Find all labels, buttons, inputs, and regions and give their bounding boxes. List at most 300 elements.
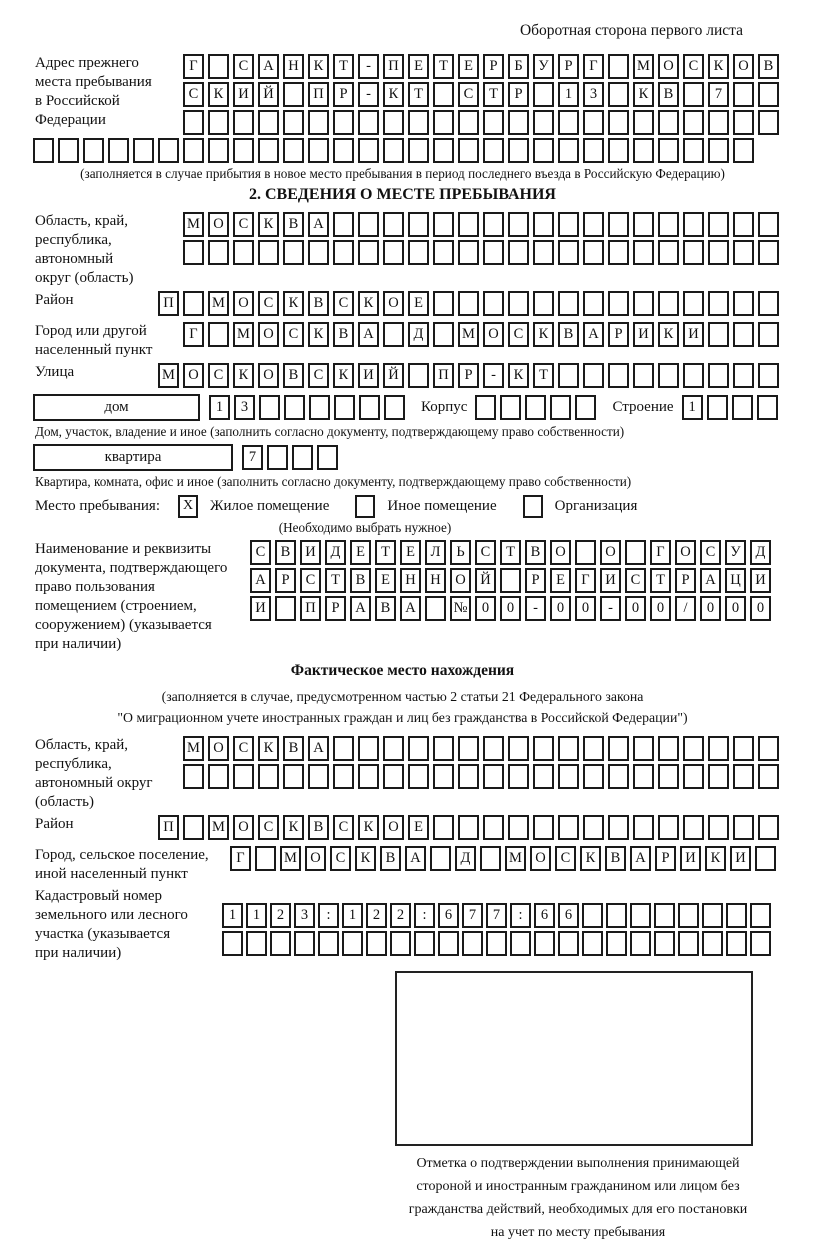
char-box[interactable]: [758, 363, 779, 388]
char-box[interactable]: [707, 395, 728, 420]
char-box[interactable]: [246, 931, 267, 956]
char-box[interactable]: Н: [283, 54, 304, 79]
char-box[interactable]: [583, 138, 604, 163]
char-box[interactable]: Й: [258, 82, 279, 107]
char-box[interactable]: Т: [433, 54, 454, 79]
char-box[interactable]: [608, 212, 629, 237]
char-box[interactable]: [678, 931, 699, 956]
char-box[interactable]: О: [383, 291, 404, 316]
char-box[interactable]: Е: [408, 291, 429, 316]
char-box[interactable]: [733, 138, 754, 163]
char-box[interactable]: №: [450, 596, 471, 621]
char-box[interactable]: [633, 736, 654, 761]
char-box[interactable]: К: [283, 815, 304, 840]
char-box[interactable]: О: [258, 322, 279, 347]
residential-checkbox[interactable]: X: [178, 495, 198, 518]
char-box[interactable]: [683, 138, 704, 163]
char-box[interactable]: [222, 931, 243, 956]
char-box[interactable]: [533, 736, 554, 761]
char-box[interactable]: [708, 212, 729, 237]
char-box[interactable]: Н: [425, 568, 446, 593]
char-box[interactable]: И: [358, 363, 379, 388]
char-box[interactable]: 3: [234, 395, 255, 420]
char-box[interactable]: [633, 240, 654, 265]
char-box[interactable]: Р: [458, 363, 479, 388]
char-box[interactable]: 0: [475, 596, 496, 621]
char-box[interactable]: [208, 110, 229, 135]
char-box[interactable]: [183, 764, 204, 789]
char-box[interactable]: [708, 240, 729, 265]
char-box[interactable]: О: [258, 363, 279, 388]
char-box[interactable]: [408, 212, 429, 237]
char-box[interactable]: 1: [209, 395, 230, 420]
char-box[interactable]: М: [208, 815, 229, 840]
char-box[interactable]: И: [730, 846, 751, 871]
char-box[interactable]: 0: [625, 596, 646, 621]
char-box[interactable]: С: [308, 363, 329, 388]
char-box[interactable]: [533, 138, 554, 163]
char-box[interactable]: [283, 110, 304, 135]
char-box[interactable]: К: [208, 82, 229, 107]
char-box[interactable]: [533, 110, 554, 135]
char-box[interactable]: [533, 212, 554, 237]
char-box[interactable]: [583, 291, 604, 316]
char-box[interactable]: [633, 138, 654, 163]
char-box[interactable]: [183, 815, 204, 840]
char-box[interactable]: О: [450, 568, 471, 593]
char-box[interactable]: В: [308, 815, 329, 840]
char-box[interactable]: [525, 395, 546, 420]
char-box[interactable]: [558, 931, 579, 956]
char-box[interactable]: [558, 815, 579, 840]
char-box[interactable]: 3: [583, 82, 604, 107]
char-box[interactable]: [318, 931, 339, 956]
char-box[interactable]: [658, 815, 679, 840]
char-box[interactable]: [633, 291, 654, 316]
char-box[interactable]: 0: [750, 596, 771, 621]
char-box[interactable]: Е: [458, 54, 479, 79]
char-box[interactable]: [658, 138, 679, 163]
char-box[interactable]: [258, 138, 279, 163]
organization-checkbox[interactable]: [523, 495, 543, 518]
char-box[interactable]: [475, 395, 496, 420]
char-box[interactable]: Е: [550, 568, 571, 593]
char-box[interactable]: [658, 240, 679, 265]
char-box[interactable]: [708, 322, 729, 347]
char-box[interactable]: [408, 764, 429, 789]
char-box[interactable]: Р: [333, 82, 354, 107]
char-box[interactable]: [733, 736, 754, 761]
char-box[interactable]: [334, 395, 355, 420]
char-box[interactable]: В: [283, 736, 304, 761]
char-box[interactable]: С: [258, 815, 279, 840]
char-box[interactable]: Ь: [450, 540, 471, 565]
char-box[interactable]: [558, 138, 579, 163]
char-box[interactable]: [183, 138, 204, 163]
char-box[interactable]: [683, 363, 704, 388]
char-box[interactable]: [534, 931, 555, 956]
char-box[interactable]: Р: [608, 322, 629, 347]
char-box[interactable]: С: [458, 82, 479, 107]
char-box[interactable]: М: [183, 736, 204, 761]
char-box[interactable]: Д: [408, 322, 429, 347]
char-box[interactable]: 6: [534, 903, 555, 928]
char-box[interactable]: 1: [222, 903, 243, 928]
char-box[interactable]: С: [333, 815, 354, 840]
char-box[interactable]: И: [233, 82, 254, 107]
char-box[interactable]: К: [308, 322, 329, 347]
char-box[interactable]: К: [258, 736, 279, 761]
char-box[interactable]: [533, 764, 554, 789]
char-box[interactable]: [608, 110, 629, 135]
char-box[interactable]: 6: [438, 903, 459, 928]
char-box[interactable]: [608, 138, 629, 163]
char-box[interactable]: [683, 291, 704, 316]
char-box[interactable]: К: [355, 846, 376, 871]
char-box[interactable]: 7: [242, 445, 263, 470]
char-box[interactable]: 2: [366, 903, 387, 928]
char-box[interactable]: Е: [408, 54, 429, 79]
char-box[interactable]: [508, 212, 529, 237]
char-box[interactable]: [383, 322, 404, 347]
char-box[interactable]: 6: [558, 903, 579, 928]
char-box[interactable]: И: [750, 568, 771, 593]
char-box[interactable]: [433, 138, 454, 163]
char-box[interactable]: [733, 291, 754, 316]
char-box[interactable]: [558, 240, 579, 265]
char-box[interactable]: [758, 815, 779, 840]
char-box[interactable]: Р: [558, 54, 579, 79]
char-box[interactable]: А: [250, 568, 271, 593]
char-box[interactable]: В: [350, 568, 371, 593]
char-box[interactable]: [133, 138, 154, 163]
char-box[interactable]: [733, 363, 754, 388]
char-box[interactable]: [575, 540, 596, 565]
char-box[interactable]: [630, 903, 651, 928]
char-box[interactable]: Д: [325, 540, 346, 565]
char-box[interactable]: В: [658, 82, 679, 107]
char-box[interactable]: [582, 931, 603, 956]
char-box[interactable]: [533, 82, 554, 107]
char-box[interactable]: [366, 931, 387, 956]
char-box[interactable]: П: [433, 363, 454, 388]
char-box[interactable]: О: [383, 815, 404, 840]
char-box[interactable]: [708, 110, 729, 135]
char-box[interactable]: [733, 240, 754, 265]
char-box[interactable]: К: [705, 846, 726, 871]
char-box[interactable]: [158, 138, 179, 163]
char-box[interactable]: А: [358, 322, 379, 347]
char-box[interactable]: :: [318, 903, 339, 928]
char-box[interactable]: Г: [583, 54, 604, 79]
char-box[interactable]: [83, 138, 104, 163]
char-box[interactable]: [583, 736, 604, 761]
char-box[interactable]: П: [158, 815, 179, 840]
char-box[interactable]: [758, 212, 779, 237]
char-box[interactable]: О: [208, 736, 229, 761]
char-box[interactable]: Р: [325, 596, 346, 621]
char-box[interactable]: 0: [575, 596, 596, 621]
char-box[interactable]: [608, 363, 629, 388]
char-box[interactable]: К: [233, 363, 254, 388]
char-box[interactable]: С: [183, 82, 204, 107]
char-box[interactable]: В: [525, 540, 546, 565]
char-box[interactable]: [333, 764, 354, 789]
char-box[interactable]: [683, 764, 704, 789]
char-box[interactable]: [658, 212, 679, 237]
char-box[interactable]: [317, 445, 338, 470]
char-box[interactable]: /: [675, 596, 696, 621]
char-box[interactable]: О: [183, 363, 204, 388]
char-box[interactable]: [633, 110, 654, 135]
char-box[interactable]: А: [700, 568, 721, 593]
char-box[interactable]: [433, 212, 454, 237]
char-box[interactable]: [758, 736, 779, 761]
char-box[interactable]: [726, 931, 747, 956]
char-box[interactable]: [558, 736, 579, 761]
char-box[interactable]: Е: [400, 540, 421, 565]
char-box[interactable]: [483, 212, 504, 237]
char-box[interactable]: В: [380, 846, 401, 871]
char-box[interactable]: [658, 110, 679, 135]
char-box[interactable]: [533, 240, 554, 265]
char-box[interactable]: [408, 363, 429, 388]
char-box[interactable]: [508, 110, 529, 135]
char-box[interactable]: Д: [455, 846, 476, 871]
char-box[interactable]: А: [405, 846, 426, 871]
char-box[interactable]: [283, 138, 304, 163]
char-box[interactable]: Т: [533, 363, 554, 388]
char-box[interactable]: [758, 291, 779, 316]
char-box[interactable]: Т: [500, 540, 521, 565]
char-box[interactable]: [233, 240, 254, 265]
char-box[interactable]: [625, 540, 646, 565]
char-box[interactable]: К: [308, 54, 329, 79]
char-box[interactable]: В: [333, 322, 354, 347]
char-box[interactable]: [508, 815, 529, 840]
char-box[interactable]: М: [633, 54, 654, 79]
char-box[interactable]: [458, 240, 479, 265]
char-box[interactable]: [433, 764, 454, 789]
char-box[interactable]: [708, 736, 729, 761]
char-box[interactable]: [308, 240, 329, 265]
char-box[interactable]: [558, 110, 579, 135]
char-box[interactable]: [480, 846, 501, 871]
char-box[interactable]: [633, 363, 654, 388]
char-box[interactable]: А: [583, 322, 604, 347]
char-box[interactable]: [732, 395, 753, 420]
char-box[interactable]: Г: [575, 568, 596, 593]
char-box[interactable]: [383, 240, 404, 265]
char-box[interactable]: [500, 568, 521, 593]
char-box[interactable]: 1: [246, 903, 267, 928]
char-box[interactable]: [608, 54, 629, 79]
char-box[interactable]: М: [280, 846, 301, 871]
char-box[interactable]: В: [605, 846, 626, 871]
char-box[interactable]: П: [300, 596, 321, 621]
char-box[interactable]: О: [658, 54, 679, 79]
char-box[interactable]: Р: [655, 846, 676, 871]
char-box[interactable]: [508, 240, 529, 265]
char-box[interactable]: [575, 395, 596, 420]
char-box[interactable]: 0: [700, 596, 721, 621]
char-box[interactable]: Г: [183, 54, 204, 79]
char-box[interactable]: С: [208, 363, 229, 388]
char-box[interactable]: К: [358, 815, 379, 840]
char-box[interactable]: [633, 815, 654, 840]
char-box[interactable]: О: [233, 815, 254, 840]
char-box[interactable]: [733, 815, 754, 840]
char-box[interactable]: М: [505, 846, 526, 871]
char-box[interactable]: [58, 138, 79, 163]
char-box[interactable]: [458, 138, 479, 163]
char-box[interactable]: П: [308, 82, 329, 107]
char-box[interactable]: С: [258, 291, 279, 316]
char-box[interactable]: [708, 138, 729, 163]
char-box[interactable]: [658, 363, 679, 388]
char-box[interactable]: О: [600, 540, 621, 565]
char-box[interactable]: [358, 110, 379, 135]
char-box[interactable]: [658, 764, 679, 789]
char-box[interactable]: [508, 764, 529, 789]
char-box[interactable]: [255, 846, 276, 871]
char-box[interactable]: Й: [475, 568, 496, 593]
char-box[interactable]: Г: [230, 846, 251, 871]
char-box[interactable]: [33, 138, 54, 163]
char-box[interactable]: [390, 931, 411, 956]
char-box[interactable]: М: [458, 322, 479, 347]
char-box[interactable]: [583, 212, 604, 237]
char-box[interactable]: [486, 931, 507, 956]
char-box[interactable]: [483, 110, 504, 135]
char-box[interactable]: К: [283, 291, 304, 316]
char-box[interactable]: [483, 291, 504, 316]
char-box[interactable]: [533, 291, 554, 316]
char-box[interactable]: [633, 212, 654, 237]
char-box[interactable]: [558, 212, 579, 237]
char-box[interactable]: П: [383, 54, 404, 79]
char-box[interactable]: [608, 291, 629, 316]
char-box[interactable]: С: [508, 322, 529, 347]
char-box[interactable]: [183, 291, 204, 316]
char-box[interactable]: [433, 110, 454, 135]
char-box[interactable]: С: [683, 54, 704, 79]
char-box[interactable]: [438, 931, 459, 956]
char-box[interactable]: [500, 395, 521, 420]
char-box[interactable]: А: [308, 736, 329, 761]
char-box[interactable]: К: [580, 846, 601, 871]
char-box[interactable]: [358, 212, 379, 237]
char-box[interactable]: [733, 212, 754, 237]
char-box[interactable]: :: [414, 903, 435, 928]
char-box[interactable]: [358, 736, 379, 761]
char-box[interactable]: Е: [408, 815, 429, 840]
char-box[interactable]: [233, 138, 254, 163]
char-box[interactable]: С: [233, 736, 254, 761]
char-box[interactable]: 2: [270, 903, 291, 928]
char-box[interactable]: [510, 931, 531, 956]
char-box[interactable]: [233, 764, 254, 789]
char-box[interactable]: [333, 212, 354, 237]
char-box[interactable]: [383, 736, 404, 761]
char-box[interactable]: С: [300, 568, 321, 593]
char-box[interactable]: О: [675, 540, 696, 565]
char-box[interactable]: [608, 240, 629, 265]
char-box[interactable]: [283, 764, 304, 789]
char-box[interactable]: [383, 212, 404, 237]
char-box[interactable]: Н: [400, 568, 421, 593]
char-box[interactable]: [583, 363, 604, 388]
char-box[interactable]: [483, 736, 504, 761]
char-box[interactable]: А: [400, 596, 421, 621]
char-box[interactable]: О: [483, 322, 504, 347]
char-box[interactable]: [733, 110, 754, 135]
char-box[interactable]: [383, 138, 404, 163]
char-box[interactable]: [333, 736, 354, 761]
other-premises-checkbox[interactable]: [355, 495, 375, 518]
char-box[interactable]: [708, 764, 729, 789]
char-box[interactable]: К: [333, 363, 354, 388]
char-box[interactable]: -: [600, 596, 621, 621]
char-box[interactable]: 7: [462, 903, 483, 928]
char-box[interactable]: [292, 445, 313, 470]
char-box[interactable]: [408, 110, 429, 135]
char-box[interactable]: [483, 764, 504, 789]
char-box[interactable]: А: [308, 212, 329, 237]
char-box[interactable]: [294, 931, 315, 956]
char-box[interactable]: К: [508, 363, 529, 388]
char-box[interactable]: [606, 931, 627, 956]
char-box[interactable]: С: [333, 291, 354, 316]
char-box[interactable]: М: [158, 363, 179, 388]
char-box[interactable]: В: [308, 291, 329, 316]
char-box[interactable]: [708, 291, 729, 316]
char-box[interactable]: М: [183, 212, 204, 237]
char-box[interactable]: С: [283, 322, 304, 347]
char-box[interactable]: Т: [408, 82, 429, 107]
char-box[interactable]: О: [530, 846, 551, 871]
char-box[interactable]: [275, 596, 296, 621]
char-box[interactable]: И: [680, 846, 701, 871]
char-box[interactable]: [208, 138, 229, 163]
char-box[interactable]: [333, 138, 354, 163]
char-box[interactable]: С: [233, 54, 254, 79]
char-box[interactable]: [208, 54, 229, 79]
char-box[interactable]: 1: [558, 82, 579, 107]
char-box[interactable]: [359, 395, 380, 420]
char-box[interactable]: О: [233, 291, 254, 316]
char-box[interactable]: К: [383, 82, 404, 107]
char-box[interactable]: [558, 363, 579, 388]
char-box[interactable]: [308, 138, 329, 163]
char-box[interactable]: [433, 736, 454, 761]
char-box[interactable]: [414, 931, 435, 956]
char-box[interactable]: [458, 764, 479, 789]
char-box[interactable]: [558, 764, 579, 789]
char-box[interactable]: [683, 815, 704, 840]
char-box[interactable]: [508, 291, 529, 316]
char-box[interactable]: [758, 764, 779, 789]
char-box[interactable]: Р: [275, 568, 296, 593]
char-box[interactable]: С: [475, 540, 496, 565]
char-box[interactable]: А: [350, 596, 371, 621]
char-box[interactable]: [258, 110, 279, 135]
char-box[interactable]: [558, 291, 579, 316]
char-box[interactable]: 0: [550, 596, 571, 621]
char-box[interactable]: С: [233, 212, 254, 237]
char-box[interactable]: И: [250, 596, 271, 621]
char-box[interactable]: Й: [383, 363, 404, 388]
